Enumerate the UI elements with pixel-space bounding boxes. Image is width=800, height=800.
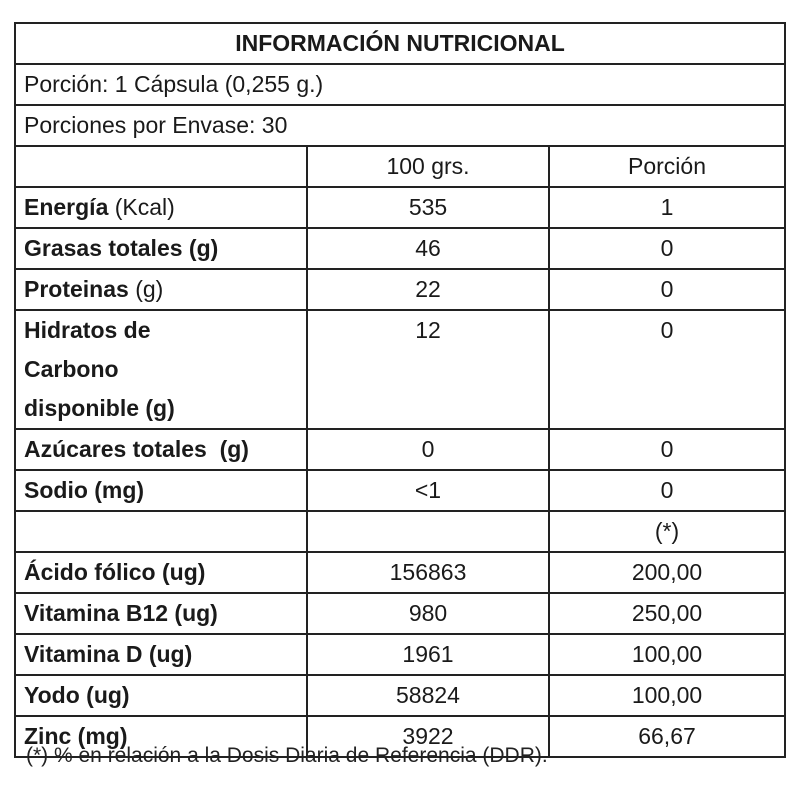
ddr-empty-per100 <box>307 511 549 552</box>
vitamin-name: Vitamina B12 (ug) <box>15 593 307 634</box>
nutrient-name-text: Energía <box>24 194 109 220</box>
value-portion: 0 <box>549 310 785 429</box>
vitamin-name: Yodo (ug) <box>15 675 307 716</box>
value-per100: 58824 <box>307 675 549 716</box>
value-per100: 156863 <box>307 552 549 593</box>
table-row <box>15 228 785 269</box>
table-row <box>15 310 785 429</box>
value-per100: 1961 <box>307 634 549 675</box>
column-header-row <box>15 146 785 187</box>
ddr-marker-row <box>15 511 785 552</box>
table-row <box>15 187 785 228</box>
nutrition-label <box>14 22 784 758</box>
value-portion: 0 <box>549 228 785 269</box>
column-header-empty <box>15 146 307 187</box>
table-row <box>15 269 785 310</box>
value-per100: <1 <box>307 470 549 511</box>
nutrient-name-text: Proteinas <box>24 276 129 302</box>
table-row <box>15 429 785 470</box>
value-portion: 100,00 <box>549 634 785 675</box>
value-per100: 0 <box>307 429 549 470</box>
nutrient-name <box>15 269 307 310</box>
nutrition-table <box>14 22 786 758</box>
value-portion: 66,67 <box>549 716 785 757</box>
value-portion: 0 <box>549 269 785 310</box>
value-portion: 200,00 <box>549 552 785 593</box>
table-row <box>15 593 785 634</box>
value-per100: 3922 <box>307 716 549 757</box>
column-header-per100: 100 grs. <box>307 146 549 187</box>
nutrient-name <box>15 187 307 228</box>
value-portion: 100,00 <box>549 675 785 716</box>
nutrient-name: Grasas totales (g) <box>15 228 307 269</box>
value-per100: 535 <box>307 187 549 228</box>
ddr-empty-name <box>15 511 307 552</box>
value-portion: 0 <box>549 429 785 470</box>
vitamin-name: Vitamina D (ug) <box>15 634 307 675</box>
value-portion: 0 <box>549 470 785 511</box>
value-per100: 22 <box>307 269 549 310</box>
serving-size: Porción: 1 Cápsula (0,255 g.) <box>15 64 785 105</box>
servings-per-container: Porciones por Envase: 30 <box>15 105 785 146</box>
value-per100: 46 <box>307 228 549 269</box>
nutrient-name: Azúcares totales (g) <box>15 429 307 470</box>
ddr-marker: (*) <box>549 511 785 552</box>
vitamin-name: Zinc (mg) <box>15 716 307 757</box>
nutrient-name: Sodio (mg) <box>15 470 307 511</box>
value-per100: 980 <box>307 593 549 634</box>
column-header-portion: Porción <box>549 146 785 187</box>
nutrient-unit: (g) <box>128 276 164 302</box>
table-title: INFORMACIÓN NUTRICIONAL <box>15 23 785 64</box>
value-per100: 12 <box>307 310 549 429</box>
servings-row <box>15 105 785 146</box>
vitamin-name: Ácido fólico (ug) <box>15 552 307 593</box>
table-row <box>15 675 785 716</box>
nutrient-name: Hidratos de Carbono disponible (g) <box>15 310 307 429</box>
title-row <box>15 23 785 64</box>
value-portion: 250,00 <box>549 593 785 634</box>
table-row <box>15 552 785 593</box>
serving-row <box>15 64 785 105</box>
value-portion: 1 <box>549 187 785 228</box>
ddr-footnote: (*) % en relación a la Dosis Diaria de Referencia (DDR). <box>26 744 548 767</box>
table-row <box>15 470 785 511</box>
table-row <box>15 634 785 675</box>
nutrient-unit: (Kcal) <box>108 194 175 220</box>
